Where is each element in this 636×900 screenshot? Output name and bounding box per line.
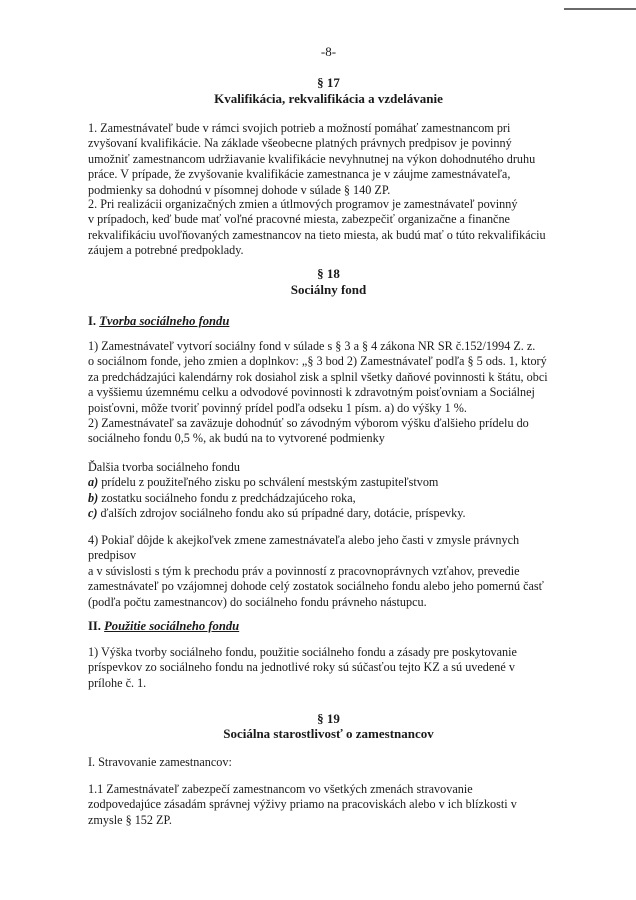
section-18-part-2-heading <box>88 619 577 634</box>
text-line: 1.1 Zamestnávateľ zabezpečí zamestnancom vo všetkých zmenách stravovanie <box>88 782 473 796</box>
text-line: a v súvislosti s tým k prechodu práv a povinností z pracovnoprávnych vzťahov, prevedie <box>88 563 520 578</box>
list-item <box>88 475 577 490</box>
text-line: rekvalifikáciu uvoľňovaných zamestnancov na tieto miesta, ak budú mať o túto rekvalifikáciu <box>88 227 546 242</box>
part-title: Tvorba sociálneho fondu <box>99 314 230 328</box>
section-18-title: Sociálny fond <box>290 282 367 297</box>
text-line: v prípadoch, keď bude mať voľné pracovné miesta, zabezpečiť organizačne a finančne <box>88 212 510 227</box>
part-number: I. <box>88 314 97 328</box>
text-line: poisťovni, môže tvoriť povinný prídel podľa odseku 1 písm. a) do výšky 1 %. <box>88 400 467 415</box>
text-line: 1) Výška tvorby sociálneho fondu, použitie sociálneho fondu a zásady pre poskytovanie <box>88 645 517 659</box>
section-19-paragraph-1-1 <box>88 782 577 828</box>
text-line: podmienky sa dohodnú v písomnej dohode v súlade § 140 ZP. <box>88 182 391 197</box>
section-18-sign: § 18 <box>317 266 340 281</box>
section-18-part-2-paragraph-1 <box>88 645 577 691</box>
text-line: zamestnávateľ po vzájomnej dohode celý zostatok sociálneho fondu alebo jeho pomernú časť <box>88 579 544 594</box>
list-marker: a) <box>88 475 99 490</box>
scan-edge-mark <box>564 8 636 10</box>
text-line: predpisov <box>88 548 137 563</box>
text-line: a vyššiemu územnému celku a odvodové povinnosti k zdravotným poisťovniam a Sociálnej <box>88 385 535 400</box>
list-text: ďalších zdrojov sociálneho fondu ako sú prípadné dary, dotácie, príspevky. <box>100 506 466 521</box>
section-17-paragraph-1 <box>88 121 577 198</box>
text-line: umožniť zamestnancom udržiavanie kvalifikácie nevyhnutnej na výkon dohodnutého druhu <box>88 151 536 166</box>
text-line: 4) Pokiaľ dôjde k akejkoľvek zmene zamestnávateľa alebo jeho časti v zmysle právnych <box>88 533 520 547</box>
list-item <box>88 506 577 521</box>
text-line: prílohe č. 1. <box>88 675 147 690</box>
text-line: zmysle § 152 ZP. <box>88 812 172 827</box>
text-line: sociálneho fondu 0,5 %, ak budú na to vytvorené podmienky <box>88 431 385 446</box>
text-line: príspevkov zo sociálneho fondu na jednotlivé roky sú súčasťou tejto KZ a sú uvedené v <box>88 660 515 675</box>
section-19-sign: § 19 <box>317 711 340 726</box>
text-line: práce. V prípade, že zvyšovanie kvalifikácie zamestnanca je v záujme zamestnávateľa, <box>88 167 511 182</box>
text-line: za predchádzajúci kalendárny rok dosiahol zisk a splnil všetky daňové povinnosti k štátu, obci <box>88 369 548 384</box>
text-line: zodpovedajúce zásadám správnej výživy priamo na pracoviskách alebo v ich blízkosti v <box>88 797 517 812</box>
section-19-part-1-heading: I. Stravovanie zamestnancov: <box>88 755 232 769</box>
text-line: 2. Pri realizácii organizačných zmien a útlmových programov je zamestnávateľ povinný <box>88 197 518 211</box>
section-18-paragraph-4 <box>88 533 577 610</box>
list-marker: b) <box>88 490 99 505</box>
list-text: zostatku sociálneho fondu z predchádzajúceho roka, <box>101 490 356 505</box>
text-line: 2) Zamestnávateľ sa zaväzuje dohodnúť so závodným výborom výšku ďalšieho prídelu do <box>88 416 529 430</box>
section-17-sign: § 17 <box>317 75 340 90</box>
section-18-part-1-heading <box>88 314 577 329</box>
section-17-title: Kvalifikácia, rekvalifikácia a vzdelávanie <box>214 91 443 106</box>
text-line: 1) Zamestnávateľ vytvorí sociálny fond v súlade s § 3 a § 4 zákona NR SR č.152/1994 Z. z. <box>88 339 536 353</box>
text-line: 1. Zamestnávateľ bude v rámci svojich potrieb a možností pomáhať zamestnancom pri <box>88 121 511 135</box>
text-line: zvyšovaní kvalifikácie. Na základe všeobecne platných právnych predpisov je povinný <box>88 136 512 151</box>
part-title: Použitie sociálneho fondu <box>104 619 240 633</box>
further-fund-creation <box>88 460 577 522</box>
list-text: prídelu z použiteľného zisku po schválení mestským zastupiteľstvom <box>101 475 439 490</box>
section-17-paragraph-2 <box>88 197 577 259</box>
section-18-paragraph-2 <box>88 416 577 447</box>
part-number: II. <box>88 619 101 633</box>
text-line: o sociálnom fonde, jeho zmien a doplnkov: „§ 3 bod 2) Zamestnávateľ podľa § 5 ods. 1, ktorý <box>88 354 547 369</box>
list-item <box>88 491 577 506</box>
page-number: -8- <box>320 44 337 59</box>
further-fund-title: Ďalšia tvorba sociálneho fondu <box>88 460 240 474</box>
text-line: záujem a potrebné predpoklady. <box>88 243 244 258</box>
list-marker: c) <box>88 506 98 521</box>
section-19-title: Sociálna starostlivosť o zamestnancov <box>223 726 434 741</box>
section-18-paragraph-1 <box>88 339 577 416</box>
text-line: (podľa počtu zamestnancov) do sociálneho fondu právneho nástupcu. <box>88 594 427 609</box>
